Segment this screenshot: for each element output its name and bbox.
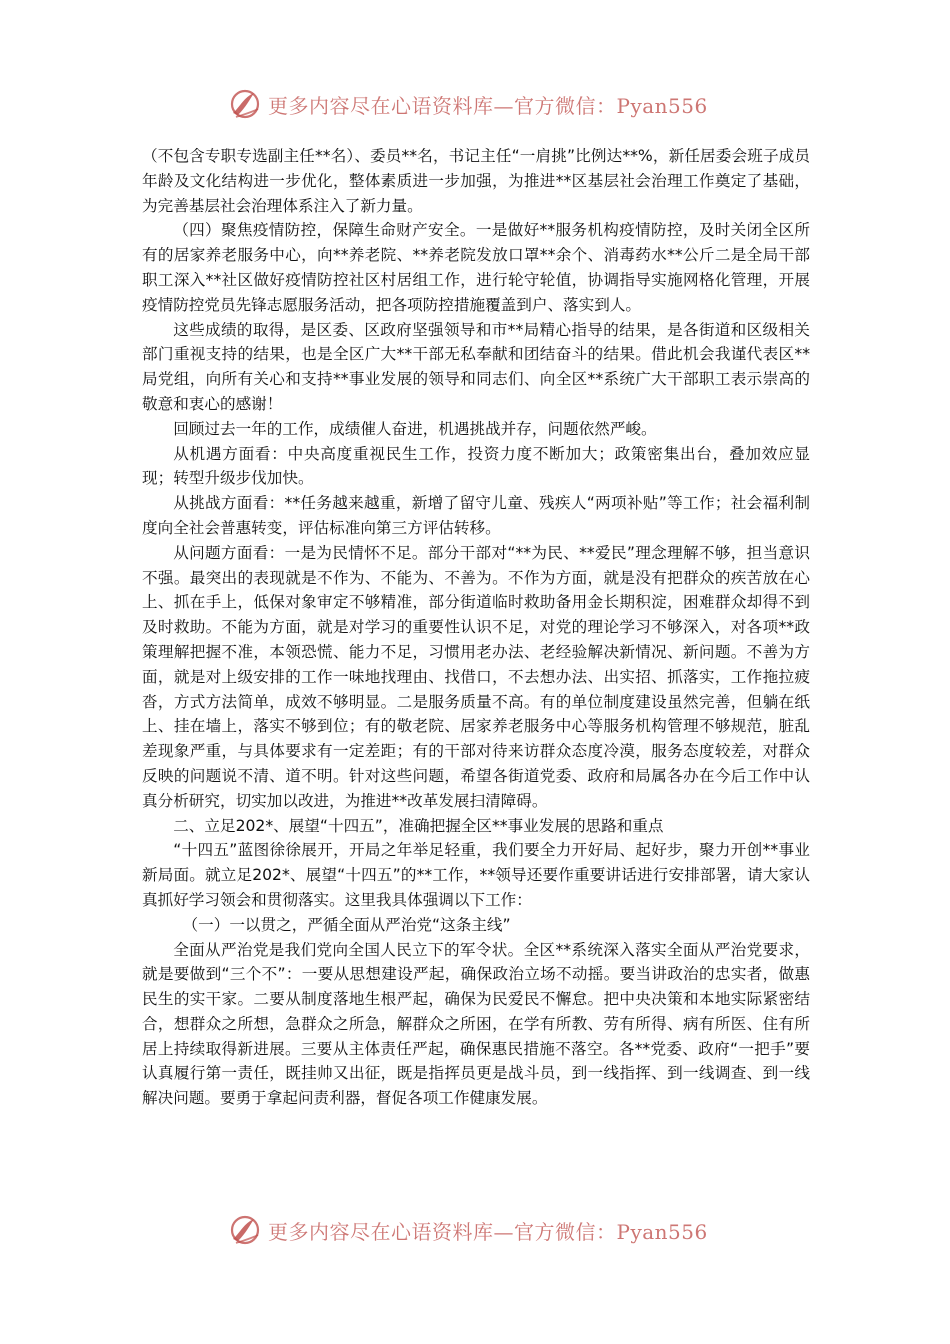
document-body xyxy=(142,144,810,1111)
section-heading: 二、立足202*、展望“十四五”，准确把握全区**事业发展的思路和重点 xyxy=(173,816,664,835)
paragraph: 全面从严治党是我们党向全国人民立下的军令状。全区**系统深入落实全面从严治党要求，就是要做到“三个不”：一要从思想建设严起，确保政治立场不动摇。要当讲政治的忠实者，做惠民生的实干家。二要从制度落地生根严起，确保为民爱民不懈怠。把中央决策和本地实际紧密结合，想群众之所想，急群众之所急，解群众之所困，在学有所教、劳有所得、病有所医、住有所居上持续取得新进展。三要从主体责任严起，确保惠民措施不落空。各**党委、政府“一把手”要认真履行第一责任，既挂帅又出征，既是指挥员更是战斗员，到一线指挥、到一线调查、到一线解决问题。要勇于拿起问责利器，督促各项工作健康发展。 xyxy=(142,940,810,1108)
brush-signature-logo-icon xyxy=(228,1213,262,1247)
watermark-banner-bottom xyxy=(228,1212,748,1248)
paragraph: “十四五”蓝图徐徐展开，开局之年举足轻重，我们要全力开好局、起好步，聚力开创**事业新局面。就立足202*、展望“十四五”的**工作，**领导还要作重要讲话进行安排部署，请大家认真抓好学习领会和贯彻落实。这里我具体强调以下工作： xyxy=(142,841,810,909)
paragraph: （不包含专职专选副主任**名）、委员**名，书记主任“一肩挑”比例达**%，新任居委会班子成员年龄及文化结构进一步优化，整体素质进一步加强，为推进**区基层社会治理工作奠定了基础，为完善基层社会治理体系注入了新力量。 xyxy=(142,147,810,215)
paragraph: （四）聚焦疫情防控，保障生命财产安全。一是做好**服务机构疫情防控，及时关闭全区所有的居家养老服务中心，向**养老院、**养老院发放口罩**余个、消毒药水**公斤二是全局干部职工深入**社区做好疫情防控社区村居组工作，进行轮守轮值，协调指导实施网格化管理，开展疫情防控党员先锋志愿服务活动，把各项防控措施覆盖到户、落实到人。 xyxy=(142,221,810,314)
brush-signature-logo-icon xyxy=(228,87,262,121)
watermark-banner-top xyxy=(228,86,748,122)
paragraph: 从挑战方面看：**任务越来越重，新增了留守儿童、残疾人“两项补贴”等工作；社会福利制度向全社会普惠转变，评估标准向第三方评估转移。 xyxy=(142,494,810,537)
subsection-heading: （一）一以贯之，严循全面从严治党“这条主线” xyxy=(182,915,511,934)
paragraph: 从机遇方面看：中央高度重视民生工作，投资力度不断加大；政策密集出台，叠加效应显现；转型升级步伐加快。 xyxy=(142,444,810,488)
watermark-text: 更多内容尽在心语资料库—官方微信：Pyan556 xyxy=(268,1219,708,1244)
paragraph: 从问题方面看：一是为民情怀不足。部分干部对“**为民、**爱民”理念理解不够，担当意识不强。最突出的表现就是不作为、不能为、不善为。不作为方面，就是没有把群众的疾苦放在心上、抓在手上，低保对象审定不够精准，部分街道临时救助备用金长期积淀，困难群众却得不到及时救助。不能为方面，就是对学习的重要性认识不足，对党的理论学习不够深入，对各项**政策理解把握不准，本领恐慌、能力不足，习惯用老办法、老经验解决新情况、新问题。不善为方面，就是对上级安排的工作一味地找理由、找借口，不去想办法、出实招、抓落实，工作拖拉疲沓，方式方法简单，成效不够明显。二是服务质量不高。有的单位制度建设虽然完善，但躺在纸上、挂在墙上，落实不够到位；有的敬老院、居家养老服务中心等服务机构管理不够规范，脏乱差现象严重，与具体要求有一定差距；有的干部对待来访群众态度冷漠，服务态度较差，对群众反映的问题说不清、道不明。针对这些问题，希望各街道党委、政府和局属各办在今后工作中认真分析研究，切实加以改进，为推进**改革发展扫清障碍。 xyxy=(142,543,810,810)
paragraph: 回顾过去一年的工作，成绩催人奋进，机遇挑战并存，问题依然严峻。 xyxy=(173,419,657,438)
watermark-text: 更多内容尽在心语资料库—官方微信：Pyan556 xyxy=(268,93,708,118)
paragraph: 这些成绩的取得，是区委、区政府坚强领导和市**局精心指导的结果，是各街道和区级相关部门重视支持的结果，也是全区广大**干部无私奉献和团结奋斗的结果。借此机会我谨代表区**局党组，向所有关心和支持**事业发展的领导和同志们、向全区**系统广大干部职工表示崇高的敬意和衷心的感谢！ xyxy=(142,320,810,413)
